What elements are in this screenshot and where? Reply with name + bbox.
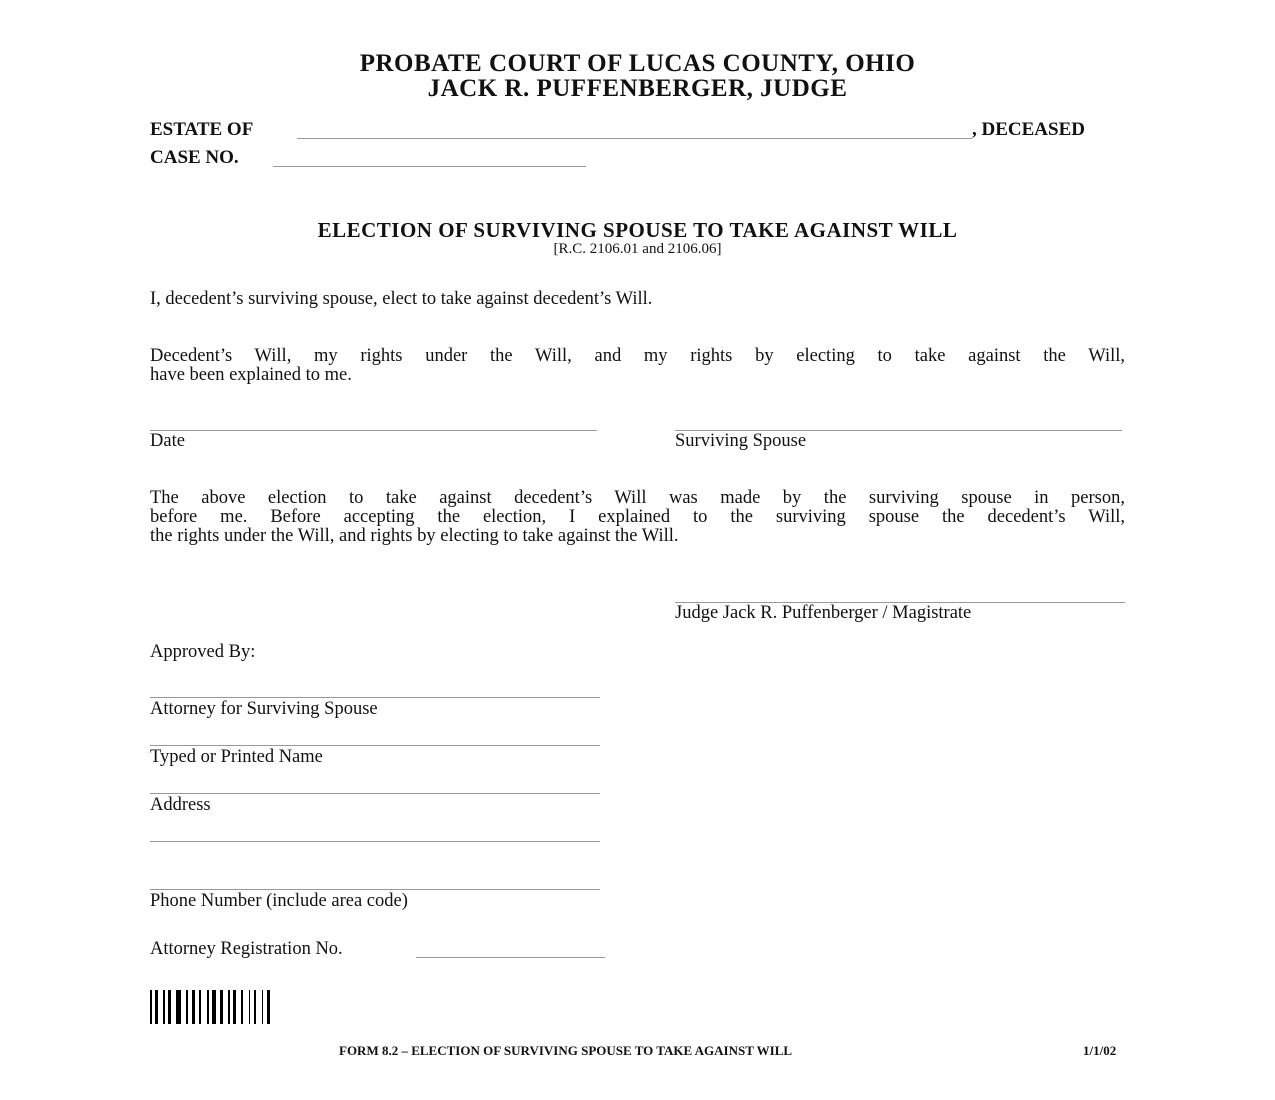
form-title: ELECTION OF SURVIVING SPOUSE TO TAKE AGAINST WILL (317, 218, 958, 242)
barcode-bar (262, 990, 264, 1024)
barcode (150, 990, 320, 1024)
barcode-bar (155, 990, 158, 1024)
judge-name: JACK R. PUFFENBERGER, JUDGE (427, 75, 848, 102)
registration-label: Attorney Registration No. (150, 939, 343, 959)
form-footer: FORM 8.2 – ELECTION OF SURVIVING SPOUSE TO TAKE AGAINST WILL (339, 1043, 793, 1058)
barcode-bar (212, 990, 215, 1024)
estate-label: ESTATE OF (150, 119, 254, 140)
barcode-bar (168, 990, 171, 1024)
typed-name-label: Typed or Printed Name (150, 747, 323, 767)
barcode-bar (249, 990, 251, 1024)
date-field[interactable] (150, 430, 597, 431)
date-label: Date (150, 431, 185, 451)
case-number-label: CASE NO. (150, 147, 239, 168)
explanation-line-1: Decedent’s Will, my rights under the Will, and my rights by electing to take against the Will, (150, 346, 1125, 366)
barcode-bar (150, 990, 152, 1024)
approved-by-label: Approved By: (150, 642, 256, 662)
attorney-signature-field[interactable] (150, 697, 600, 698)
election-statement: I, decedent’s surviving spouse, elect to take against decedent’s Will. (150, 289, 653, 309)
barcode-bar (199, 990, 201, 1024)
spouse-label: Surviving Spouse (675, 431, 807, 451)
barcode-bar (267, 990, 270, 1024)
address-line-2-field[interactable] (150, 841, 600, 842)
address-label: Address (150, 795, 211, 815)
attorney-label: Attorney for Surviving Spouse (150, 699, 378, 719)
deceased-label: , DECEASED (972, 119, 1085, 140)
explanation-line-2: have been explained to me. (150, 365, 352, 385)
judge-statement-line-1: The above election to take against decedent’s Will was made by the surviving spouse in person, (150, 488, 1125, 508)
barcode-bar (176, 990, 181, 1024)
judge-statement-line-3: the rights under the Will, and rights by electing to take against the Will. (150, 526, 679, 546)
typed-name-field[interactable] (150, 745, 600, 746)
barcode-bar (163, 990, 165, 1024)
barcode-bar (186, 990, 188, 1024)
barcode-bar (233, 990, 236, 1024)
registration-field[interactable] (416, 957, 605, 958)
barcode-bar (228, 990, 230, 1024)
form-date: 1/1/02 (1083, 1043, 1117, 1058)
address-field[interactable] (150, 793, 600, 794)
barcode-bar (220, 990, 223, 1024)
court-name: PROBATE COURT OF LUCAS COUNTY, OHIO (359, 50, 916, 77)
estate-name-field[interactable] (297, 138, 972, 139)
statute-reference: [R.C. 2106.01 and 2106.06] (553, 241, 722, 257)
judge-signature-label: Judge Jack R. Puffenberger / Magistrate (675, 603, 972, 623)
barcode-bar (241, 990, 243, 1024)
judge-statement-line-2: before me. Before accepting the election, I explained to the surviving spouse the decedent’s Will, (150, 507, 1125, 527)
barcode-bar (192, 990, 195, 1024)
barcode-bar (207, 990, 209, 1024)
phone-field[interactable] (150, 889, 600, 890)
barcode-bar (254, 990, 256, 1024)
phone-label: Phone Number (include area code) (150, 891, 408, 911)
case-number-field[interactable] (273, 166, 586, 167)
